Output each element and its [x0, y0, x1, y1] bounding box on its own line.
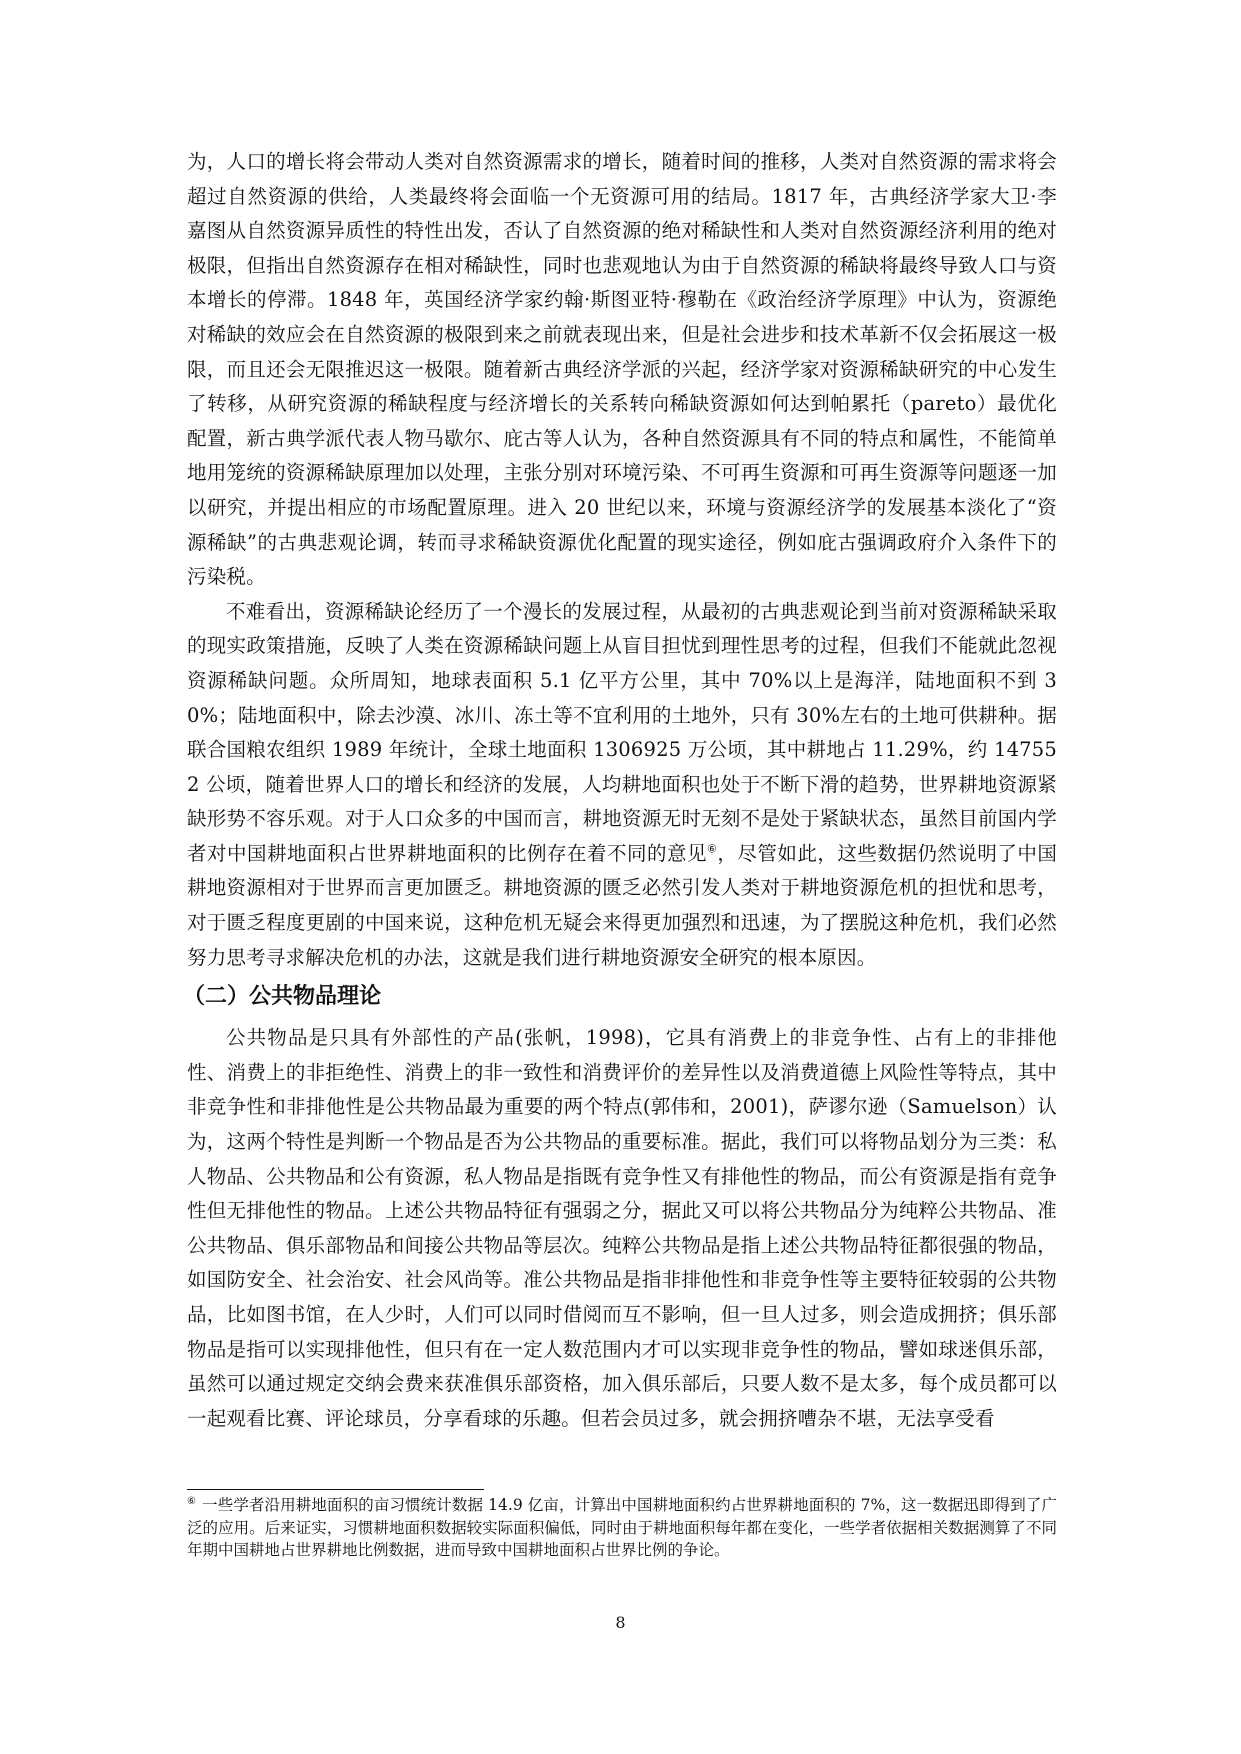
section-heading: （二）公共物品理论	[183, 984, 382, 1010]
paragraph-resource-scarcity-history: 为，人口的增长将会带动人类对自然资源需求的增长，随着时间的推移，人类对自然资源的需求将会超过自然资源的供给，人类最终将会面临一个无资源可用的结局。1817 年，古典经济学家大卫·李嘉图从自然资源异质性的特性出发，否认了自然资源的绝对稀缺性和人类对自然资源经济利用的绝对极限，但指出自然资源存在相对稀缺性，同时也悲观地认为由于自然资源的稀缺将最终导致人口与资本增长的停滞。1848 年，英国经济学家约翰·斯图亚特·穆勒在《政治经济学原理》中认为，资源绝对稀缺的效应会在自然资源的极限到来之前就表现出来，但是社会进步和技术革新不仅会拓展这一极限，而且还会无限推迟这一极限。随着新古典经济学派的兴起，经济学家对资源稀缺研究的中心发生了转移，从研究资源的稀缺程度与经济增长的关系转向稀缺资源如何达到帕累托（pareto）最优化配置，新古典学派代表人物马歇尔、庇古等人认为，各种自然资源具有不同的特点和属性，不能简单地用笼统的资源稀缺原理加以处理，主张分别对环境污染、不可再生资源和可再生资源等问题逐一加以研究，并提出相应的市场配置原理。进入 20 世纪以来，环境与资源经济学的发展基本淡化了“资源稀缺”的古典悲观论调，转而寻求稀缺资源优化配置的现实途径，例如庇古强调政府介入条件下的污染税。	[187, 150, 1057, 589]
paragraph-text: 不难看出，资源稀缺论经历了一个漫长的发展过程，从最初的古典悲观论到当前对资源稀缺采取的现实政策措施，反映了人类在资源稀缺问题上从盲目担忧到理性思考的过程，但我们不能就此忽视资源稀缺问题。众所周知，地球表面积 5.1 亿平方公里，其中 70%以上是海洋，陆地面积不到 30%；陆地面积中，除去沙漠、冰川、冻土等不宜利用的土地外，只有 30%左右的土地可供耕种。据联合国粮农组织 1989 年统计，全球土地面积 1306925 万公顷，其中耕地占 11.29%，约 147552 公顷，随着世界人口的增长和经济的发展，人均耕地面积也处于不断下滑的趋势，世界耕地资源紧缺形势不容乐观。对于人口众多的中国而言，耕地资源无时无刻不是处于紧缺状态，虽然目前国内学者对中国耕地面积占世界耕地面积的比例存在着不同的意见	[187, 599, 1057, 865]
footnote-divider	[187, 1489, 484, 1490]
footnote-reference[interactable]: ⑥	[706, 842, 718, 856]
footnote	[187, 1494, 1057, 1562]
paragraph-public-goods: 公共物品是只具有外部性的产品(张帆，1998)，它具有消费上的非竞争性、占有上的非排他性、消费上的非拒绝性、消费上的非一致性和消费评价的差异性以及消费道德上风险性等特点，其中非竞争性和非排他性是公共物品最为重要的两个特点(郭伟和，2001)，萨谬尔逊（Samuelson）认为，这两个特性是判断一个物品是否为公共物品的重要标准。据此，我们可以将物品划分为三类：私人物品、公共物品和公有资源，私人物品是指既有竞争性又有排他性的物品，而公有资源是指有竞争性但无排他性的物品。上述公共物品特征有强弱之分，据此又可以将公共物品分为纯粹公共物品、准公共物品、俱乐部物品和间接公共物品等层次。纯粹公共物品是指上述公共物品特征都很强的物品，如国防安全、社会治安、社会风尚等。准公共物品是指非排他性和非竞争性等主要特征较弱的公共物品，比如图书馆，在人少时，人们可以同时借阅而互不影响，但一旦人过多，则会造成拥挤；俱乐部物品是指可以实现排他性，但只有在一定人数范围内才可以实现非竞争性的物品，譬如球迷俱乐部，虽然可以通过规定交纳会费来获准俱乐部资格，加入俱乐部后，只要人数不是太多，每个成员都可以一起观看比赛、评论球员，分享看球的乐趣。但若会员过多，就会拥挤嘈杂不堪，无法享受看	[187, 1026, 1057, 1430]
paragraph-text: ，尽管如此，这些数据仍然说明了中国耕地资源相对于世界而言更加匮乏。耕地资源的匮乏必然引发人类对于耕地资源危机的担忧和思考，对于匮乏程度更剧的中国来说，这种危机无疑会来得更加强烈和迅速，为了摆脱这种危机，我们必然努力思考寻求解决危机的办法，这就是我们进行耕地资源安全研究的根本原因。	[187, 841, 1058, 969]
footnote-mark: ⑥	[187, 1495, 197, 1507]
page-number: 8	[615, 1613, 626, 1632]
paragraph-farmland-scarcity	[187, 595, 1057, 976]
body-text	[183, 145, 1058, 1436]
footnote-text: 一些学者沿用耕地面积的亩习惯统计数据 14.9 亿亩，计算出中国耕地面积约占世界耕地面积的 7%，这一数据迅即得到了广泛的应用。后来证实，习惯耕地面积数据较实际面积偏低，同时由于耕地面积每年都在变化，一些学者依据相关数据测算了不同年期中国耕地占世界耕地比例数据，进而导致中国耕地面积占世界比例的争论。	[187, 1496, 1058, 1559]
